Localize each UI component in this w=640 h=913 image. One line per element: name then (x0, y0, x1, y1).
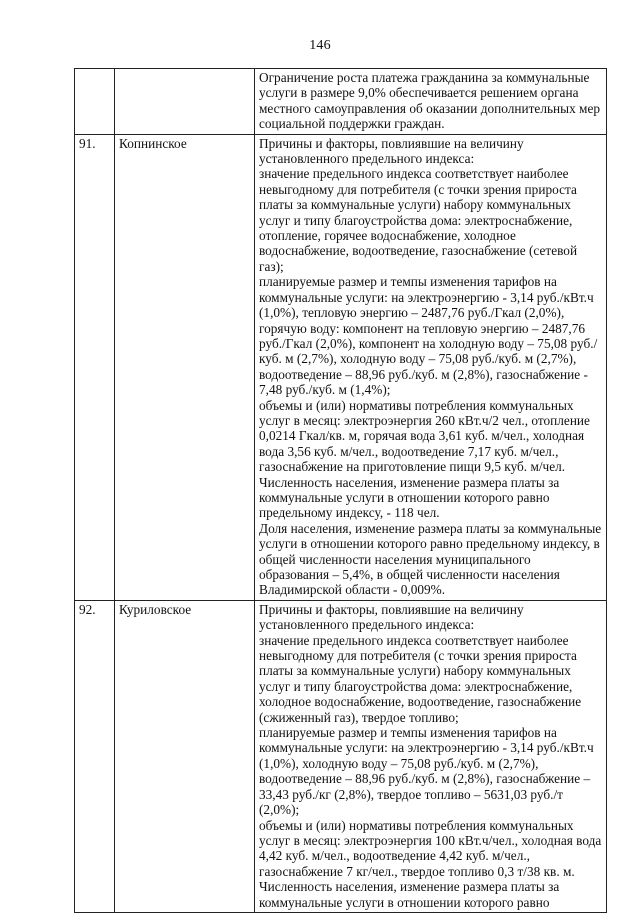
description-paragraph: значение предельного индекса соответствует наиболее невыгодному для потребителя (с точки зрения прироста платы за коммунальные услуги) набору коммунальных услуг и типу благоустройства дома: электроснабжение, холодное водоснабжение, водоотведение, газоснабжение (сжиженный газ), твердое топливо; (259, 632, 582, 725)
municipality-name (115, 69, 255, 135)
description-paragraph: Причины и факторы, повлиявшие на величину установленного предельного индекса: (259, 135, 524, 167)
municipality-name: Копнинское (115, 134, 255, 600)
description-paragraph: планируемые размер и темпы изменения тарифов на коммунальные услуги: на электроэнергию - 3,14 руб./кВт.ч (1,0%), тепловую энергию – 2487,76 руб./Гкал (2,0%), горячую воду: компонент на тепловую энергию – 2487,76 руб./Гкал (2,0%), компонент на холодную воду – 75,08 руб./куб. м (2,7%), холодную воду – 75,08 руб./куб. м (2,7%), водоотведение – 88,96 руб./куб. м (2,8%), газоснабжение - 7,48 руб./куб. м (1,4%); (259, 274, 598, 398)
row-description (255, 69, 607, 135)
table-row (75, 69, 607, 135)
row-number: 92. (75, 600, 115, 912)
row-number (75, 69, 115, 135)
page-number: 146 (309, 38, 331, 53)
description-paragraph: Численность населения, изменение размера платы за коммунальные услуги в отношении которого равно (259, 879, 560, 910)
description-paragraph: Доля населения, изменение размера платы за коммунальные услуги в отношении которого равно предельному индексу, в общей численности населения муниципального образования – 5,4%, в общей численности населения Владимирской области - 0,009%. (259, 520, 602, 598)
description-paragraph: Численность населения, изменение размера платы за коммунальные услуги в отношении которого равно предельному индексу, - 118 чел. (259, 474, 560, 521)
municipality-name: Куриловское (115, 600, 255, 912)
row-description (255, 134, 607, 600)
table-row (75, 134, 607, 600)
description-paragraph: значение предельного индекса соответствует наиболее невыгодному для потребителя (с точки зрения прироста платы за коммунальные услуги) набору коммунальных услуг и типу благоустройства дома: электроснабжение, отопление, горячее водоснабжение, холодное водоснабжение, водоотведение, газоснабжение (сетевой газ); (259, 166, 578, 274)
description-paragraph: объемы и (или) нормативы потребления коммунальных услуг в месяц: электроэнергия 260 кВт.ч/2 чел., отопление 0,0214 Гкал/кв. м, горячая вода 3,61 куб. м/чел., холодная вода 3,56 куб. м/чел., водоотведение 7,17 куб. м/чел., газоснабжение на приготовление пищи 9,5 куб. м/чел. (259, 397, 590, 475)
description-paragraph: планируемые размер и темпы изменения тарифов на коммунальные услуги: на электроэнергию - 3,14 руб./кВт.ч (1,0%), холодную воду – 75,08 руб./куб. м (2,7%), водоотведение – 88,96 руб./куб. м (2,8%), газоснабжение – 33,43 руб./кг (2,8%), твердое топливо – 5631,03 руб./т (2,0%); (259, 725, 594, 818)
table-row (75, 600, 607, 912)
row-description (255, 600, 607, 912)
description-paragraph: Причины и факторы, повлиявшие на величину установленного предельного индекса: (259, 601, 524, 633)
index-table (74, 68, 607, 913)
description-paragraph: объемы и (или) нормативы потребления коммунальных услуг в месяц: электроэнергия 100 кВт.ч/чел., холодная вода 4,42 куб. м/чел., водоотведение 4,42 куб. м/чел., газоснабжение 7 кг/чел., твердое топливо 0,3 т/38 кв. м. (259, 817, 602, 879)
row-number: 91. (75, 134, 115, 600)
description-paragraph: Ограничение роста платежа гражданина за коммунальные услуги в размере 9,0% обеспечивается решением органа местного самоуправления об оказании дополнительных мер социальной поддержки граждан. (259, 70, 601, 132)
